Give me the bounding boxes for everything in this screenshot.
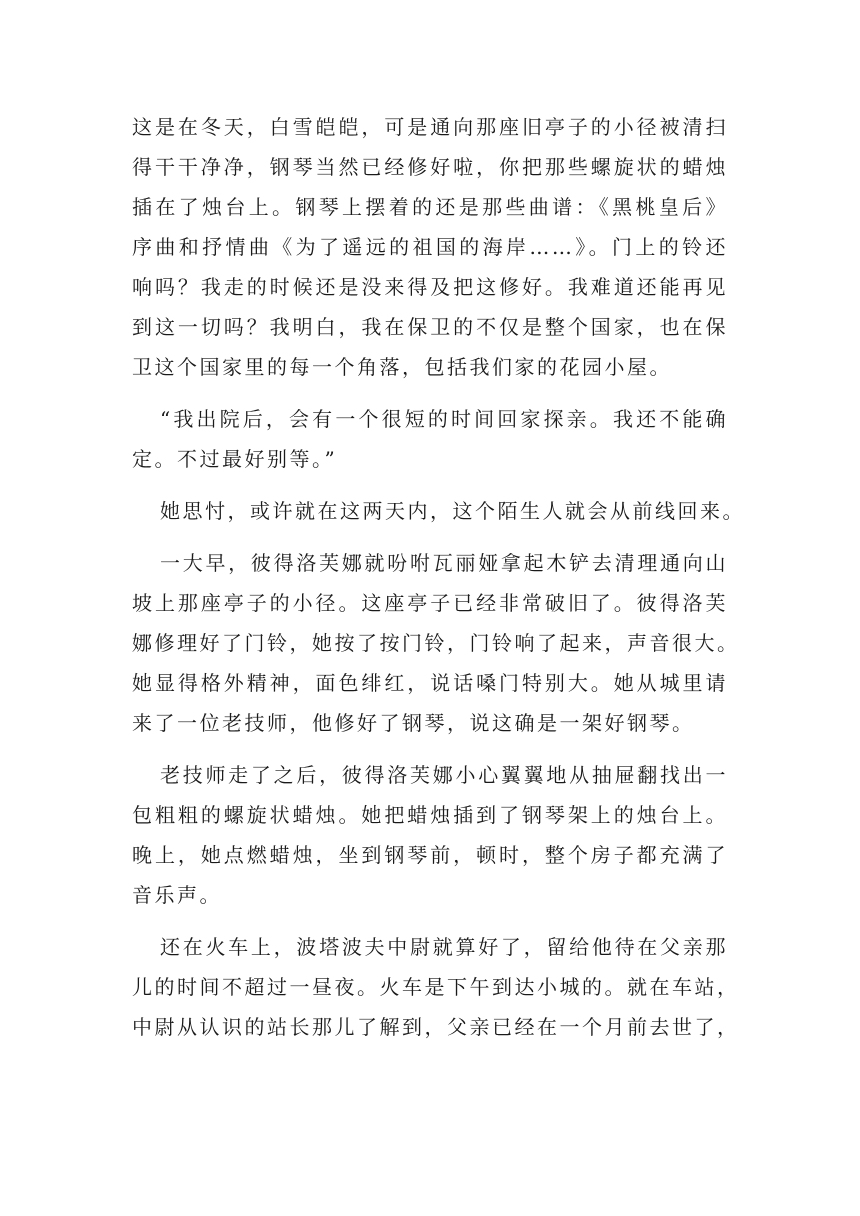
text-line: 她显得格外精神，面色绯红，说话嗓门特别大。她从城里请	[132, 671, 728, 695]
text-line: 儿的时间不超过一昼夜。火车是下午到达小城的。就在车站，	[132, 975, 740, 999]
paragraph-3	[132, 491, 745, 531]
text-line: 来了一位老技师，他修好了钢琴，说这确是一架好钢琴。	[132, 711, 695, 735]
text-line: 响吗？我走的时候还是没来得及把这修好。我难道还能再见	[132, 275, 728, 299]
text-line: 包粗粗的螺旋状蜡烛。她把蜡烛插到了钢琴架上的烛台上。	[132, 803, 728, 827]
paragraph-1	[132, 107, 728, 387]
text-line: 她思忖，或许就在这两天内，这个陌生人就会从前线回来。	[160, 499, 745, 523]
text-line: 一大早，彼得洛芙娜就吩咐瓦丽娅拿起木铲去清理通向山	[160, 551, 728, 575]
text-line: 坡上那座亭子的小径。这座亭子已经非常破旧了。彼得洛芙	[132, 591, 728, 615]
text-line: 娜修理好了门铃，她按了按门铃，门铃响了起来，声音很大。	[132, 631, 740, 655]
text-line: 得干干净净，钢琴当然已经修好啦，你把那些螺旋状的蜡烛	[132, 155, 728, 179]
text-line: 序曲和抒情曲《为了遥远的祖国的海岸……》。门上的铃还	[132, 235, 728, 259]
text-line: 还在火车上，波塔波夫中尉就算好了，留给他待在父亲那	[160, 935, 728, 959]
text-line: 到这一切吗？我明白，我在保卫的不仅是整个国家，也在保	[132, 315, 728, 339]
body-text	[132, 107, 745, 1047]
text-line: 音乐声。	[132, 883, 222, 907]
text-line: 插在了烛台上。钢琴上摆着的还是那些曲谱：《黑桃皇后》	[132, 195, 728, 219]
paragraph-2	[132, 399, 728, 479]
text-line: 定。不过最好别等。”	[132, 447, 338, 471]
text-line: “我出院后，会有一个很短的时间回家探亲。我还不能确	[160, 407, 728, 431]
text-line: 这是在冬天，白雪皑皑，可是通向那座旧亭子的小径被清扫	[132, 115, 728, 139]
text-line: 卫这个国家里的每一个角落，包括我们家的花园小屋。	[132, 355, 672, 379]
paragraph-6	[132, 927, 740, 1047]
text-line: 晚上，她点燃蜡烛，坐到钢琴前，顿时，整个房子都充满了	[132, 843, 728, 867]
paragraph-4	[132, 543, 740, 743]
text-line: 中尉从认识的站长那儿了解到，父亲已经在一个月前去世了，	[132, 1015, 740, 1039]
paragraph-5	[132, 755, 728, 915]
text-line: 老技师走了之后，彼得洛芙娜小心翼翼地从抽屉翻找出一	[160, 763, 728, 787]
